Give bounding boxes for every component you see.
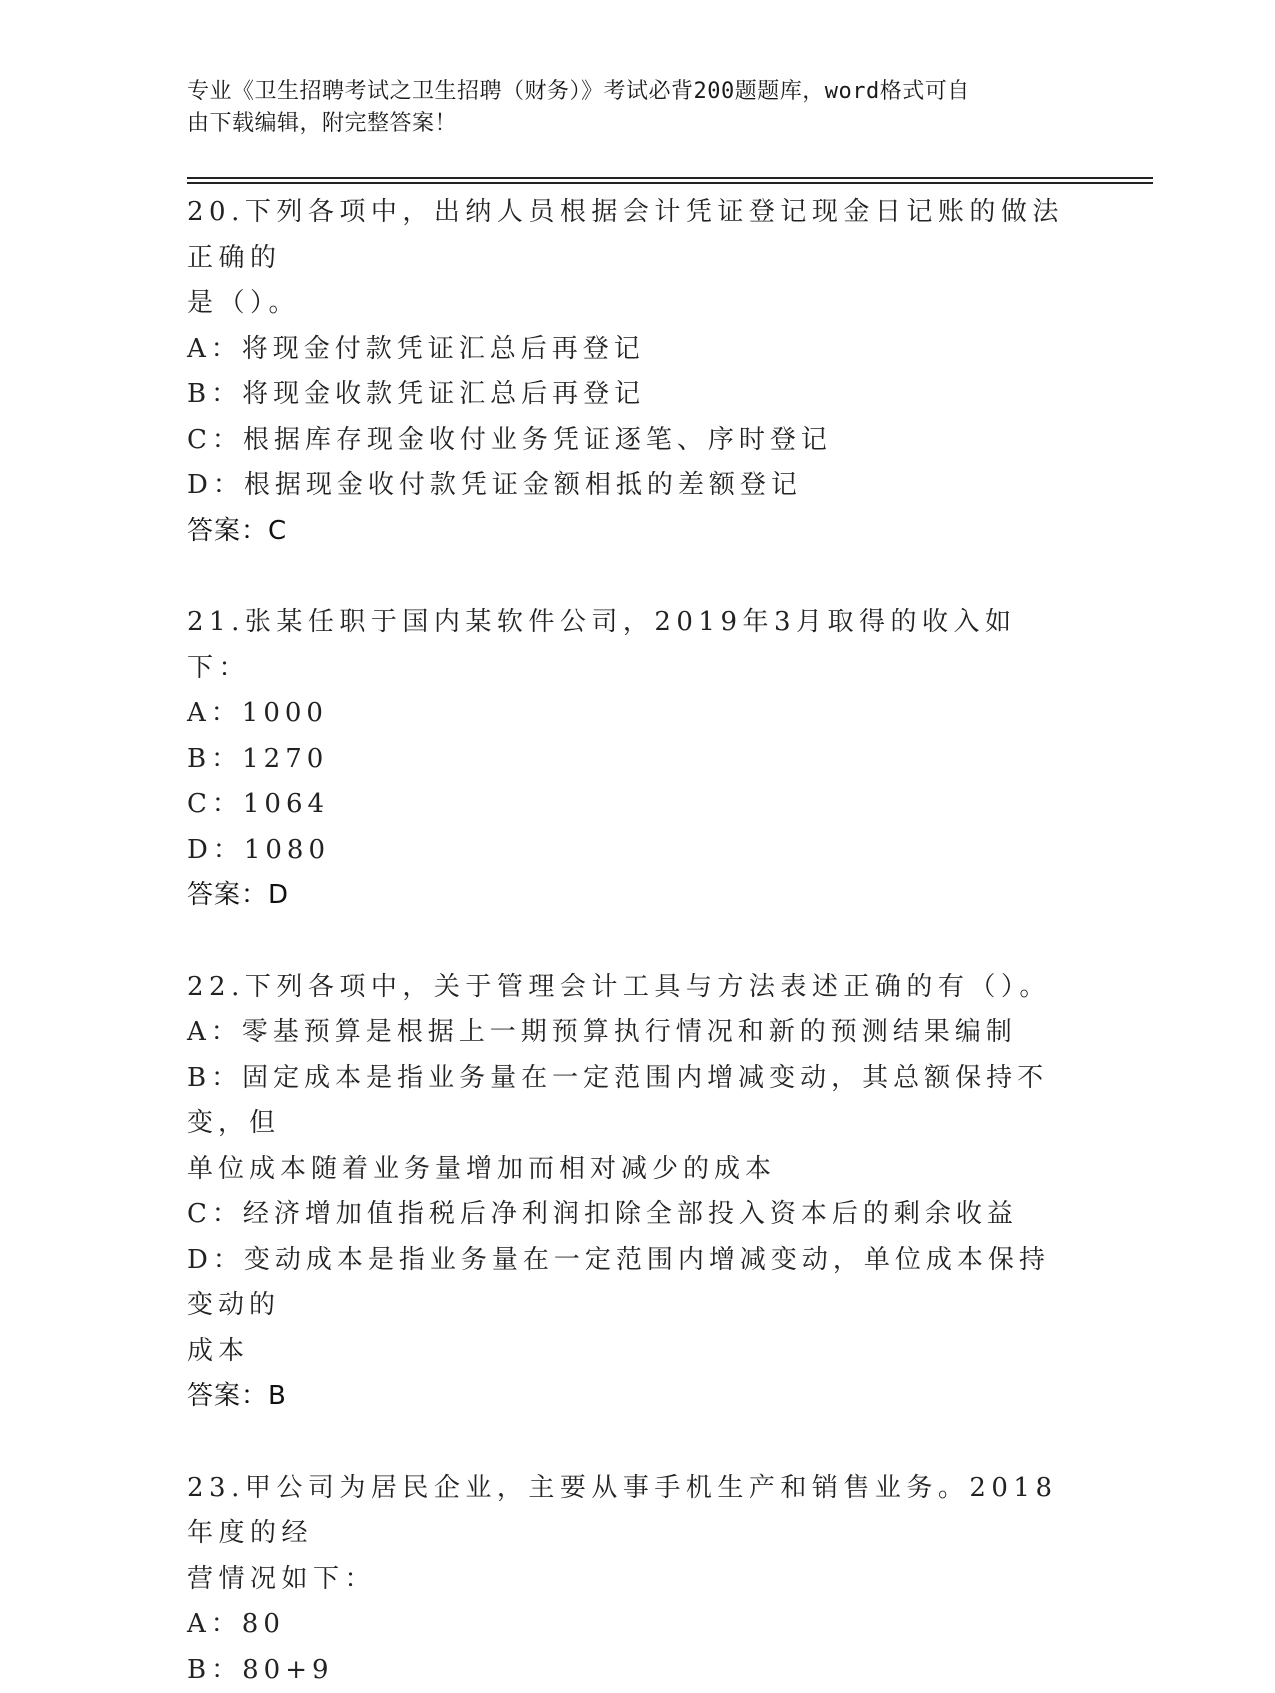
option-a: A：零基预算是根据上一期预算执行情况和新的预测结果编制 — [187, 1010, 1077, 1056]
answer: 答案：D — [187, 873, 1077, 919]
option-d: D：1080 — [187, 828, 1077, 874]
spacer — [187, 554, 1077, 600]
spacer — [187, 919, 1077, 965]
header-divider-bottom — [187, 182, 1153, 184]
question-stem: 21.张某任职于国内某软件公司，2019年3月取得的收入如下： — [187, 600, 1077, 691]
question-stem: 20.下列各项中，出纳人员根据会计凭证登记现金日记账的做法正确的 — [187, 190, 1077, 281]
answer: 答案：C — [187, 509, 1077, 555]
option-b: B：80+9 — [187, 1648, 1077, 1693]
option-a: A：80 — [187, 1602, 1077, 1648]
option-a: A：将现金付款凭证汇总后再登记 — [187, 327, 1077, 373]
option-d: D：根据现金收付款凭证金额相抵的差额登记 — [187, 463, 1077, 509]
question-list — [187, 190, 1077, 1693]
question-stem-continued: 是（）。 — [187, 281, 1077, 327]
option-b: B：1270 — [187, 737, 1077, 783]
question-23 — [187, 1466, 1077, 1693]
option-b-continued: 单位成本随着业务量增加而相对减少的成本 — [187, 1147, 1077, 1193]
header-line-2: 由下载编辑，附完整答案！ — [187, 108, 1067, 140]
option-c: C：经济增加值指税后净利润扣除全部投入资本后的剩余收益 — [187, 1192, 1077, 1238]
option-d: D：变动成本是指业务量在一定范围内增减变动，单位成本保持变动的 — [187, 1238, 1077, 1329]
header-line-1: 专业《卫生招聘考试之卫生招聘（财务）》考试必背200题题库，word格式可自 — [187, 76, 1067, 108]
option-d-continued: 成本 — [187, 1329, 1077, 1375]
spacer — [187, 1420, 1077, 1466]
question-21 — [187, 600, 1077, 919]
question-22 — [187, 965, 1077, 1420]
option-b: B：固定成本是指业务量在一定范围内增减变动，其总额保持不变，但 — [187, 1056, 1077, 1147]
question-20 — [187, 190, 1077, 554]
option-b: B：将现金收款凭证汇总后再登记 — [187, 372, 1077, 418]
question-stem: 23.甲公司为居民企业，主要从事手机生产和销售业务。2018年度的经 — [187, 1466, 1077, 1557]
option-c: C：根据库存现金收付业务凭证逐笔、序时登记 — [187, 418, 1077, 464]
answer: 答案：B — [187, 1374, 1077, 1420]
question-stem: 22.下列各项中，关于管理会计工具与方法表述正确的有（）。 — [187, 965, 1077, 1011]
option-a: A：1000 — [187, 691, 1077, 737]
document-header — [187, 76, 1067, 140]
header-divider-top — [187, 177, 1153, 179]
option-c: C：1064 — [187, 782, 1077, 828]
question-stem-continued: 营情况如下： — [187, 1557, 1077, 1603]
